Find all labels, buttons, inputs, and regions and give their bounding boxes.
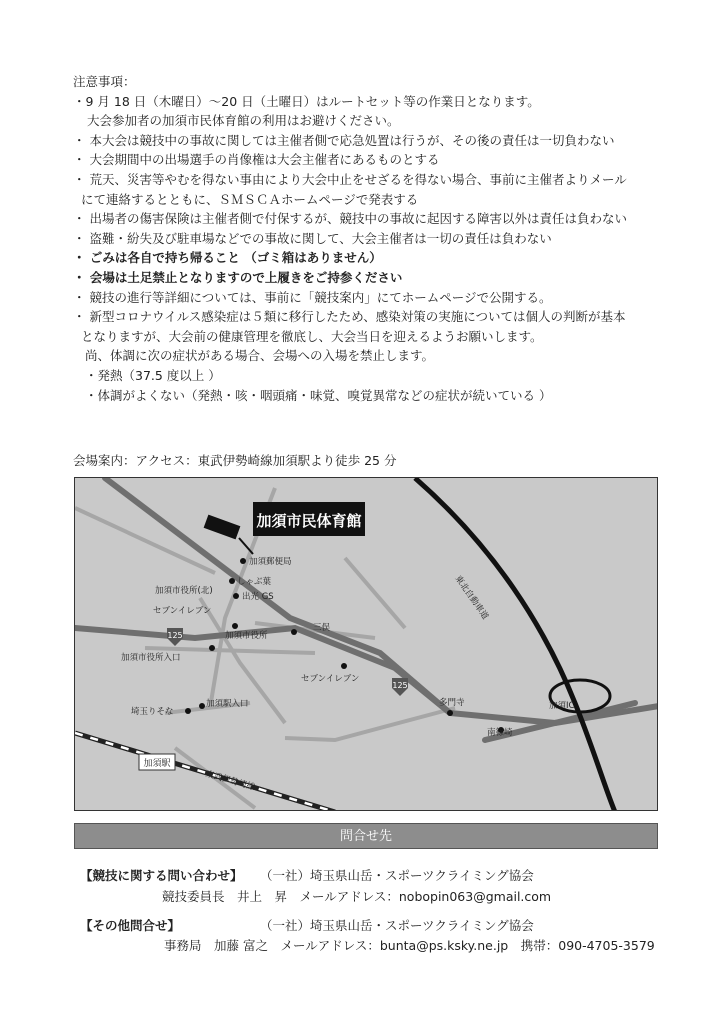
notes-heading: 注意事項：	[73, 74, 136, 89]
note-line: 大会参加者の加須市民体育館の利用はお避けください。	[87, 113, 400, 129]
place-label: セブンイレブン	[301, 674, 360, 684]
note-line: ・ 新型コロナウイルス感染症は５類に移行したため、感染対策の実施については個人の判断が基本	[73, 309, 626, 325]
place-dot	[229, 578, 235, 584]
note-line: ・ 大会期間中の出場選手の肖像権は大会主催者にあるものとする	[73, 152, 440, 168]
route-sign-1	[167, 628, 183, 646]
station-label: 加須駅	[143, 759, 171, 769]
note-line: ・体調がよくない（発熱・咳・咽頭痛・味覚、嗅覚異常などの症状が続いている ）	[85, 387, 552, 403]
place-label: 南篠崎	[487, 728, 513, 738]
note-line: となりますが、大会前の健康管理を徹底し、大会当日を迎えるようお願いします。	[81, 328, 543, 344]
place-label: 加須駅入口	[206, 699, 249, 709]
map-drawing	[75, 478, 658, 811]
contact-other-org: （一社）埼玉県山岳・スポーツクライミング協会	[260, 918, 534, 933]
place-label: セブンイレブン	[153, 606, 212, 616]
note-line: ・ 本大会は競技中の事故に関しては主催者側で応急処置は行うが、その後の責任は一切負わない	[73, 132, 615, 148]
contact-other-person: 事務局 加藤 富之 メールアドレス：bunta@ps.ksky.ne.jp 携帯：090-4705-3579	[164, 938, 655, 953]
place-dot	[240, 558, 246, 564]
note-line: 尚、体調に次の症状がある場合、会場への入場を禁止します。	[85, 348, 435, 364]
access-info: 会場案内：アクセス：東武伊勢崎線加須駅より徒歩 25 分	[73, 453, 397, 468]
note-line: ・ 競技の進行等詳細については、事前に「競技案内」にてホームページで公開する。	[73, 289, 552, 305]
place-label: 加須郵便局	[249, 557, 292, 567]
venue-label: 加須市民体育館	[256, 512, 362, 530]
road	[285, 708, 455, 740]
contact-tag: 【その他問合せ】	[80, 918, 181, 933]
note-line: ・9 月 18 日（木曜日）～20 日（土曜日）はルートセット等の作業日となります。	[73, 93, 540, 109]
contact-other-tag	[80, 916, 180, 936]
route-sign-2	[392, 678, 408, 696]
note-line-bold: ・ 会場は土足禁止となりますので上履きをご持参ください	[73, 269, 403, 285]
note-line: ・ 荒天、災害等やむを得ない事由により大会中止をせざるを得ない場合、事前に主催者よりメール	[73, 171, 627, 187]
note-line-bold: ・ ごみは各自で持ち帰ること （ゴミ箱はありません）	[73, 250, 382, 266]
place-dot	[199, 703, 205, 709]
expressway-label: 東北自動車道	[452, 573, 490, 622]
interchange-label: 加須IC	[549, 701, 575, 711]
place-label: 加須市役所入口	[121, 653, 181, 663]
place-dot	[233, 593, 239, 599]
contact-tag: 【競技に関する問い合わせ】	[80, 868, 243, 883]
note-line: ・ 出場者の傷害保険は主催者側で付保するが、競技中の事故に起因する障害以外は責任は負わない	[73, 211, 627, 227]
route-number: 125	[392, 681, 408, 690]
place-dot	[341, 663, 347, 669]
contact-competition-tag	[80, 866, 243, 886]
note-line: ・発熱（37.5 度以上 ）	[85, 367, 221, 383]
place-dot	[447, 710, 453, 716]
contact-bar: 問合せ先	[74, 823, 658, 849]
venue-map	[74, 477, 658, 811]
place-label: 加須市役所	[225, 631, 268, 641]
place-dot	[291, 629, 297, 635]
expressway-line	[415, 478, 615, 811]
road	[345, 558, 405, 628]
place-label: 出光 GS	[242, 592, 274, 602]
contact-competition-org: （一社）埼玉県山岳・スポーツクライミング協会	[260, 868, 534, 883]
place-label: 埼玉りそな	[131, 707, 174, 717]
note-line: にて連絡するとともに、ＳＭＳＣＡホームページで発表する	[81, 191, 419, 207]
place-dot	[232, 623, 238, 629]
place-label: 三俣	[313, 623, 331, 633]
route-number: 125	[167, 631, 183, 640]
road	[75, 508, 215, 573]
place-dot	[209, 645, 215, 651]
place-label: 多門寺	[439, 698, 465, 708]
place-label: 加須市役所(北)	[155, 586, 213, 596]
note-line: ・ 盗難・紛失及び駐車場などでの事故に関して、大会主催者は一切の責任は負わない	[73, 230, 552, 246]
venue-marker	[204, 515, 241, 540]
notes-section	[73, 72, 673, 405]
contact-competition-person: 競技委員長 井上 昇 メールアドレス：nobopin063@gmail.com	[162, 889, 552, 904]
place-label: しゃぶ葉	[237, 577, 272, 587]
place-dot	[185, 708, 191, 714]
rail-label: 東武伊勢崎線	[204, 769, 256, 793]
railway	[75, 733, 335, 811]
